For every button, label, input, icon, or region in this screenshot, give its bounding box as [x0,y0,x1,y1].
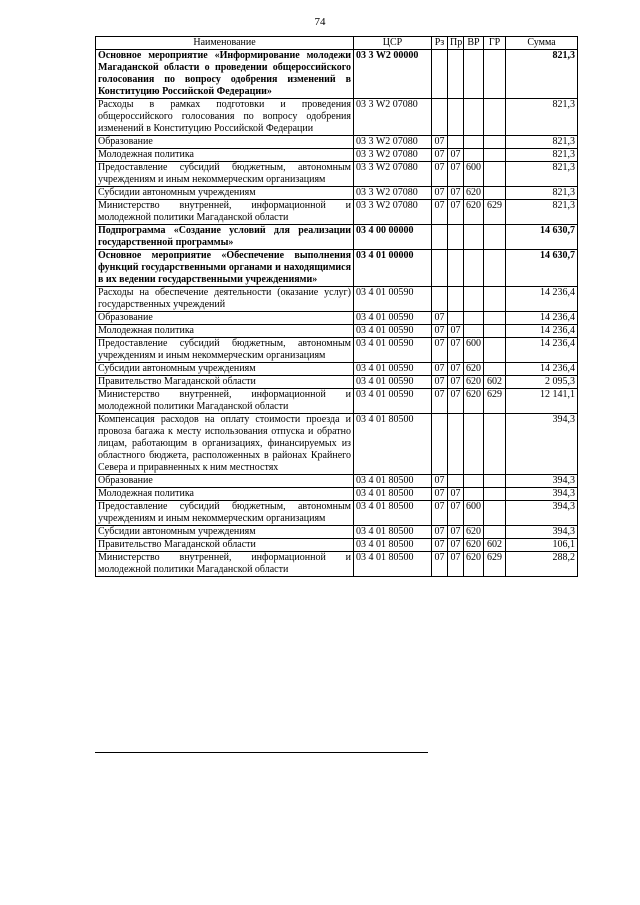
cell-vr: 620 [464,187,484,200]
cell-vr [464,475,484,488]
cell-sum: 821,3 [506,200,578,225]
cell-vr [464,99,484,136]
cell-gr [484,187,506,200]
cell-name: Предоставление субсидий бюджетным, автономным учреждениям и иным некоммерческим организациям [96,338,354,363]
cell-name: Министерство внутренней, информационной и молодежной политики Магаданской области [96,552,354,577]
cell-sum: 394,3 [506,526,578,539]
cell-pr: 07 [448,488,464,501]
cell-csr: 03 4 01 00590 [354,287,432,312]
cell-gr [484,414,506,475]
cell-sum: 14 236,4 [506,287,578,312]
cell-csr: 03 4 01 00590 [354,325,432,338]
table-body [96,50,578,577]
cell-rz [432,99,448,136]
cell-pr: 07 [448,389,464,414]
cell-gr [484,475,506,488]
cell-rz: 07 [432,376,448,389]
cell-pr: 07 [448,162,464,187]
cell-pr: 07 [448,338,464,363]
cell-gr [484,338,506,363]
cell-rz: 07 [432,389,448,414]
cell-sum: 14 236,4 [506,325,578,338]
cell-vr: 620 [464,363,484,376]
cell-name: Основное мероприятие «Информирование молодежи Магаданской области о проведении общероссийского голосования по вопросу одобрения изменений в Конституцию Российской Федерации» [96,50,354,99]
cell-name: Образование [96,136,354,149]
cell-vr [464,414,484,475]
cell-pr: 07 [448,376,464,389]
cell-pr: 07 [448,200,464,225]
table-row [96,376,578,389]
cell-pr: 07 [448,501,464,526]
cell-csr: 03 3 W2 07080 [354,187,432,200]
cell-rz [432,287,448,312]
cell-pr: 07 [448,526,464,539]
cell-rz: 07 [432,325,448,338]
cell-rz: 07 [432,187,448,200]
cell-gr [484,526,506,539]
cell-vr [464,136,484,149]
cell-vr: 620 [464,539,484,552]
cell-name: Предоставление субсидий бюджетным, автономным учреждениям и иным некоммерческим организациям [96,501,354,526]
cell-sum: 14 630,7 [506,225,578,250]
cell-sum: 14 236,4 [506,363,578,376]
table-row [96,225,578,250]
cell-sum: 288,2 [506,552,578,577]
cell-pr [448,99,464,136]
cell-rz [432,50,448,99]
cell-rz: 07 [432,363,448,376]
cell-rz: 07 [432,526,448,539]
table-row [96,136,578,149]
cell-gr: 629 [484,200,506,225]
cell-rz [432,225,448,250]
cell-sum: 2 095,3 [506,376,578,389]
cell-name: Подпрограмма «Создание условий для реализации государственной программы» [96,225,354,250]
table-row [96,552,578,577]
cell-csr: 03 4 01 80500 [354,414,432,475]
cell-name: Расходы в рамках подготовки и проведения общероссийского голосования по вопросу одобрения изменений в Конституцию Российской Федерации [96,99,354,136]
table-row [96,488,578,501]
cell-name: Молодежная политика [96,488,354,501]
cell-csr: 03 3 W2 07080 [354,200,432,225]
cell-rz: 07 [432,475,448,488]
budget-table [95,36,578,577]
cell-csr: 03 4 01 80500 [354,501,432,526]
cell-vr [464,250,484,287]
cell-csr: 03 4 01 80500 [354,488,432,501]
table-row [96,312,578,325]
footer-divider [95,752,428,753]
cell-gr: 629 [484,389,506,414]
cell-sum: 106,1 [506,539,578,552]
table-row [96,99,578,136]
cell-rz: 07 [432,200,448,225]
page-number: 74 [314,16,326,28]
cell-rz [432,250,448,287]
cell-csr: 03 4 01 80500 [354,475,432,488]
table-row [96,162,578,187]
cell-rz: 07 [432,162,448,187]
cell-sum: 394,3 [506,475,578,488]
header-pr: Пр [448,37,464,50]
cell-name: Компенсация расходов на оплату стоимости проезда и провоза багажа к месту использования отпуска и обратно лицам, работающим в организациях, финансируемых из областного бюджета, расположенных в районах Крайнего Севера и приравненных к ним местностях [96,414,354,475]
cell-rz: 07 [432,312,448,325]
cell-csr: 03 4 01 00590 [354,363,432,376]
cell-gr [484,287,506,312]
cell-name: Образование [96,312,354,325]
table-row [96,287,578,312]
cell-pr [448,287,464,312]
cell-vr: 620 [464,552,484,577]
table-row [96,539,578,552]
cell-sum: 821,3 [506,187,578,200]
cell-pr: 07 [448,187,464,200]
cell-pr: 07 [448,363,464,376]
cell-pr: 07 [448,539,464,552]
cell-gr: 629 [484,552,506,577]
cell-gr [484,225,506,250]
cell-rz: 07 [432,539,448,552]
cell-name: Образование [96,475,354,488]
cell-sum: 14 236,4 [506,312,578,325]
cell-vr: 600 [464,162,484,187]
cell-sum: 394,3 [506,414,578,475]
cell-vr [464,149,484,162]
cell-name: Молодежная политика [96,325,354,338]
cell-pr [448,250,464,287]
cell-vr [464,488,484,501]
table-row [96,414,578,475]
cell-name: Министерство внутренней, информационной и молодежной политики Магаданской области [96,200,354,225]
cell-csr: 03 3 W2 07080 [354,149,432,162]
cell-csr: 03 4 01 00590 [354,376,432,389]
cell-name: Предоставление субсидий бюджетным, автономным учреждениям и иным некоммерческим организациям [96,162,354,187]
cell-pr [448,50,464,99]
cell-vr [464,225,484,250]
cell-gr [484,50,506,99]
cell-vr: 620 [464,376,484,389]
cell-pr [448,136,464,149]
cell-sum: 821,3 [506,99,578,136]
cell-csr: 03 4 00 00000 [354,225,432,250]
cell-csr: 03 3 W2 00000 [354,50,432,99]
table-row [96,363,578,376]
table-row [96,501,578,526]
cell-csr: 03 3 W2 07080 [354,136,432,149]
table-row [96,250,578,287]
cell-pr [448,225,464,250]
cell-name: Молодежная политика [96,149,354,162]
cell-gr: 602 [484,376,506,389]
cell-gr [484,149,506,162]
cell-sum: 821,3 [506,136,578,149]
table-row [96,389,578,414]
table-row [96,200,578,225]
cell-csr: 03 4 01 00590 [354,312,432,325]
cell-pr: 07 [448,325,464,338]
cell-gr: 602 [484,539,506,552]
table-row [96,338,578,363]
cell-vr: 600 [464,338,484,363]
cell-rz: 07 [432,136,448,149]
cell-gr [484,363,506,376]
cell-pr [448,475,464,488]
cell-rz [432,414,448,475]
cell-name: Субсидии автономным учреждениям [96,187,354,200]
header-gr: ГР [484,37,506,50]
cell-pr: 07 [448,552,464,577]
cell-sum: 394,3 [506,488,578,501]
cell-vr [464,312,484,325]
cell-sum: 394,3 [506,501,578,526]
cell-pr [448,414,464,475]
cell-sum: 14 630,7 [506,250,578,287]
cell-rz: 07 [432,149,448,162]
header-vr: ВР [464,37,484,50]
cell-vr [464,287,484,312]
cell-sum: 14 236,4 [506,338,578,363]
header-rz: Рз [432,37,448,50]
cell-name: Министерство внутренней, информационной и молодежной политики Магаданской области [96,389,354,414]
header-csr: ЦСР [354,37,432,50]
cell-vr: 620 [464,389,484,414]
cell-name: Субсидии автономным учреждениям [96,363,354,376]
cell-vr: 600 [464,501,484,526]
cell-csr: 03 4 01 80500 [354,539,432,552]
cell-rz: 07 [432,488,448,501]
header-sum: Сумма [506,37,578,50]
cell-sum: 821,3 [506,50,578,99]
cell-sum: 821,3 [506,149,578,162]
table-row [96,187,578,200]
table-row [96,149,578,162]
table-row [96,325,578,338]
cell-name: Правительство Магаданской области [96,539,354,552]
cell-gr [484,312,506,325]
cell-csr: 03 3 W2 07080 [354,99,432,136]
cell-csr: 03 4 01 00000 [354,250,432,287]
cell-name: Субсидии автономным учреждениям [96,526,354,539]
cell-gr [484,99,506,136]
cell-name: Расходы на обеспечение деятельности (оказание услуг) государственных учреждений [96,287,354,312]
cell-gr [484,325,506,338]
cell-vr: 620 [464,200,484,225]
table-row [96,526,578,539]
cell-name: Основное мероприятие «Обеспечение выполнения функций государственными органами и находящимися в их ведении государственными учреждениями» [96,250,354,287]
cell-gr [484,501,506,526]
cell-sum: 12 141,1 [506,389,578,414]
cell-vr [464,325,484,338]
table-row [96,50,578,99]
cell-name: Правительство Магаданской области [96,376,354,389]
table-row [96,475,578,488]
cell-csr: 03 3 W2 07080 [354,162,432,187]
cell-pr: 07 [448,149,464,162]
cell-sum: 821,3 [506,162,578,187]
cell-csr: 03 4 01 00590 [354,389,432,414]
cell-rz: 07 [432,552,448,577]
cell-pr [448,312,464,325]
cell-gr [484,136,506,149]
table-header-row [96,37,578,50]
cell-vr: 620 [464,526,484,539]
cell-gr [484,162,506,187]
header-name: Наименование [96,37,354,50]
cell-gr [484,488,506,501]
cell-gr [484,250,506,287]
cell-rz: 07 [432,338,448,363]
cell-csr: 03 4 01 80500 [354,526,432,539]
cell-rz: 07 [432,501,448,526]
cell-csr: 03 4 01 00590 [354,338,432,363]
cell-csr: 03 4 01 80500 [354,552,432,577]
cell-vr [464,50,484,99]
